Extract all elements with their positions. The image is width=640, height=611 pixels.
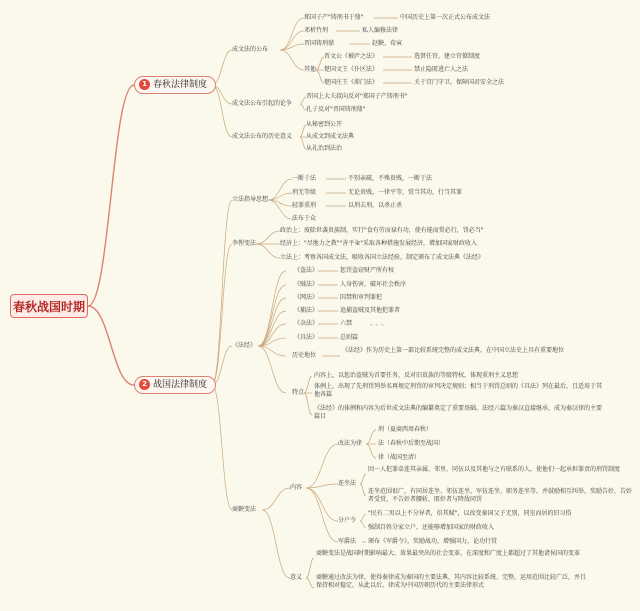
node-debate[interactable]: 成文法公布引起的论争 bbox=[232, 100, 293, 107]
link-warring-reform bbox=[212, 244, 232, 385]
root-node[interactable]: 春秋战国时期 bbox=[10, 294, 88, 318]
node-jin-ding[interactable]: 晋国铸刑鼎 bbox=[304, 40, 335, 47]
node-lawrename-3[interactable]: 律（战国至清） bbox=[378, 454, 421, 461]
node-publish[interactable]: 成文法的公布 bbox=[232, 46, 269, 53]
note-chapter-bu: 追捕盗贼及其他犯罪者 bbox=[340, 307, 401, 314]
node-chapter-bu[interactable]: 《捕法》 bbox=[294, 307, 319, 314]
node-dengxi[interactable]: 邓析竹刑 bbox=[304, 27, 329, 34]
note-feature-2: 体例上，出现了先刑罚列举名再规定刑罚的审判决定规则；相当于刑罚总则的《具法》列在最后，且适用于其他各篇 bbox=[314, 383, 603, 398]
number-badge-1: 1 bbox=[139, 79, 150, 90]
node-reform-politics[interactable]: 政治上：废除世袭贵族制，实行"食有劳而禄有功，使有能而赏必行，罚必当" bbox=[280, 227, 484, 234]
node-beilu[interactable]: 晋文公《被庐之法》 bbox=[324, 53, 379, 60]
link-root-spring bbox=[88, 85, 134, 306]
ellipsis-dots: 。。。 bbox=[370, 319, 390, 327]
note-meaning-1: 商鞅变法是战国时期影响最大、效果最突出的社会变革，在深度和广度上都超过了其他诸侯国的变革 bbox=[316, 550, 581, 557]
node-chapter-wang[interactable]: 《网法》 bbox=[294, 294, 319, 301]
node-other[interactable]: 其他 bbox=[304, 66, 317, 73]
node-lawrename[interactable]: 改法为律 bbox=[338, 440, 363, 447]
node-collective[interactable]: 连坐法 bbox=[338, 480, 357, 487]
note-chapter-dao: 惩罚盗窃财产所有权 bbox=[340, 267, 395, 274]
note-beilu: 选贤任官，建立官僚制度 bbox=[414, 53, 481, 60]
note-chapter-wang: 囚禁和审判罪犯 bbox=[340, 294, 383, 301]
l1-label-spring: 春秋法律制度 bbox=[153, 80, 208, 90]
node-fajing[interactable]: 《法经》 bbox=[232, 342, 257, 349]
note-zichan: 中国历史上第一次正式公布成文法 bbox=[400, 14, 491, 21]
note-puqu: 禁止隐匿逃亡人之法 bbox=[414, 66, 469, 73]
link-warring-shang bbox=[212, 385, 232, 510]
node-zichan[interactable]: 郑国子产"铸刑书于鼎" bbox=[304, 14, 364, 21]
node-reform[interactable]: 李悝变法 bbox=[232, 240, 257, 247]
note-chapter-zei: 人身伤害，破坏社会秩序 bbox=[340, 281, 407, 288]
node-ideology[interactable]: 立法指导思想 bbox=[232, 196, 269, 203]
note-merit: 颁布《军爵令》，奖励战功，增强国力，论功行赏 bbox=[368, 538, 498, 545]
number-badge-2: 2 bbox=[139, 379, 150, 390]
note-dengxi: 私人编修法律 bbox=[362, 27, 399, 34]
l1-node-warring[interactable] bbox=[134, 376, 216, 394]
note-status: 《法经》作为历史上第一部比较系统完整的成文法典，在中国立法史上具有重要地位 bbox=[342, 347, 565, 354]
note-jin-ding: 赵鞅、荀寅 bbox=[372, 40, 403, 47]
note-ideo-2: 无论贵贱，一律平等，赏当其功，行当其罪 bbox=[348, 189, 463, 196]
note-collective-2: 连坐范围很广，有同居连坐、邻伍连坐、军伍连坐、职务连坐等，并鼓励相互纠举，奖励告奸，告奸者受赏，不告奸者腰斩，匿奸者与降敌同罚 bbox=[368, 488, 633, 503]
node-sig-3[interactable]: 从礼治到法治 bbox=[306, 145, 343, 152]
node-merit[interactable]: 军爵法 bbox=[338, 538, 357, 545]
note-maomen: 关于宫门守卫，保障国君安全之法 bbox=[414, 79, 505, 86]
node-puqu[interactable]: 楚国文王《仆区法》 bbox=[324, 66, 379, 73]
node-meaning[interactable]: 意义 bbox=[290, 574, 303, 581]
note-meaning-2: 商鞅通过改法为律，使得秦律成为秦国的主要法典，其内容比较系统、完整，运用范围比较广泛，并且保持相对稳定，从此以后，律成为中国历朝历代的主要法律形式 bbox=[316, 574, 587, 589]
node-debate-confucius[interactable]: 孔子反对"晋国铸刑鼎" bbox=[306, 106, 366, 113]
node-ideo-4[interactable]: 法布于众 bbox=[292, 215, 317, 222]
note-households-2: 强制百姓分家立户，还能够增加国家的财政收入 bbox=[368, 524, 495, 531]
link-spring-significance bbox=[212, 85, 232, 137]
node-reform-economy[interactable]: 经济上："尽地力之教""善平籴"采取各种措施发展经济，增加国家财政收入 bbox=[280, 240, 478, 247]
node-lawrename-2[interactable]: 法（春秋中后期至战国） bbox=[378, 440, 445, 447]
node-chapter-dao[interactable]: 《盗法》 bbox=[294, 267, 319, 274]
node-chapter-ju[interactable]: 《具法》 bbox=[294, 334, 319, 341]
node-significance[interactable]: 成文法公布的历史意义 bbox=[232, 133, 293, 140]
node-features[interactable]: 特点 bbox=[292, 389, 305, 396]
note-chapter-za: 六禁 bbox=[340, 320, 353, 327]
node-status[interactable]: 历史地位 bbox=[292, 352, 317, 359]
node-debate-shuxiang[interactable]: 晋国上大夫叔向反对"郑国子产铸刑书" bbox=[306, 93, 408, 100]
link-spring-publish bbox=[212, 50, 232, 85]
node-shang[interactable]: 商鞅变法 bbox=[232, 506, 257, 513]
node-households[interactable]: 分户令 bbox=[338, 517, 357, 524]
node-ideo-3[interactable]: 轻罪重刑 bbox=[292, 202, 317, 209]
note-collective-1: 因一人犯罪牵连其亲属、邻里、同伍以及其他与之有联系的人，使他们一起承担罪责的刑罚制度 bbox=[368, 466, 621, 473]
node-reform-legislation[interactable]: 立法上：考察各国成文法，吸收各国立法经验，制定颁布了成文法典《法经》 bbox=[280, 254, 485, 261]
node-sig-2[interactable]: 从成文到成文法典 bbox=[306, 133, 355, 140]
node-lawrename-1[interactable]: 刑（夏商西周春秋） bbox=[378, 426, 433, 433]
note-feature-3: 《法经》的体例和内容为后世成文法典的编纂奠定了重要基础。法经六篇为秦汉直接继承，成为秦汉律的主要篇目 bbox=[314, 405, 603, 420]
node-content[interactable]: 内容 bbox=[290, 484, 303, 491]
note-ideo-1: 不别亲疏，不殊贵贱，一断于法 bbox=[348, 175, 433, 182]
node-sig-1[interactable]: 从秘密到公开 bbox=[306, 121, 343, 128]
l1-label-warring: 战国法律制度 bbox=[153, 380, 208, 390]
node-ideo-1[interactable]: 一断于法 bbox=[292, 175, 317, 182]
node-chapter-zei[interactable]: 《贼法》 bbox=[294, 281, 319, 288]
link-root-warring bbox=[88, 306, 134, 385]
node-chapter-za[interactable]: 《杂法》 bbox=[294, 320, 319, 327]
note-ideo-3: 以刑去刑，以杀止杀 bbox=[348, 202, 403, 209]
link-warring-ideology bbox=[212, 200, 232, 385]
node-maomen[interactable]: 楚国庄王《茆门法》 bbox=[324, 79, 379, 86]
note-feature-1: 内容上，以惩治盗贼为首要任务，反对旧贵族的等级特权，体现重刑主义思想 bbox=[314, 372, 519, 379]
l1-node-spring[interactable] bbox=[134, 76, 216, 94]
note-chapter-ju: 总则篇 bbox=[340, 334, 359, 341]
node-ideo-2[interactable]: 刑无等级 bbox=[292, 189, 317, 196]
note-households-1: "民有二男以上不分异者，倍其赋"，以改变秦国父子无别，同室而居的旧习俗 bbox=[368, 510, 572, 517]
